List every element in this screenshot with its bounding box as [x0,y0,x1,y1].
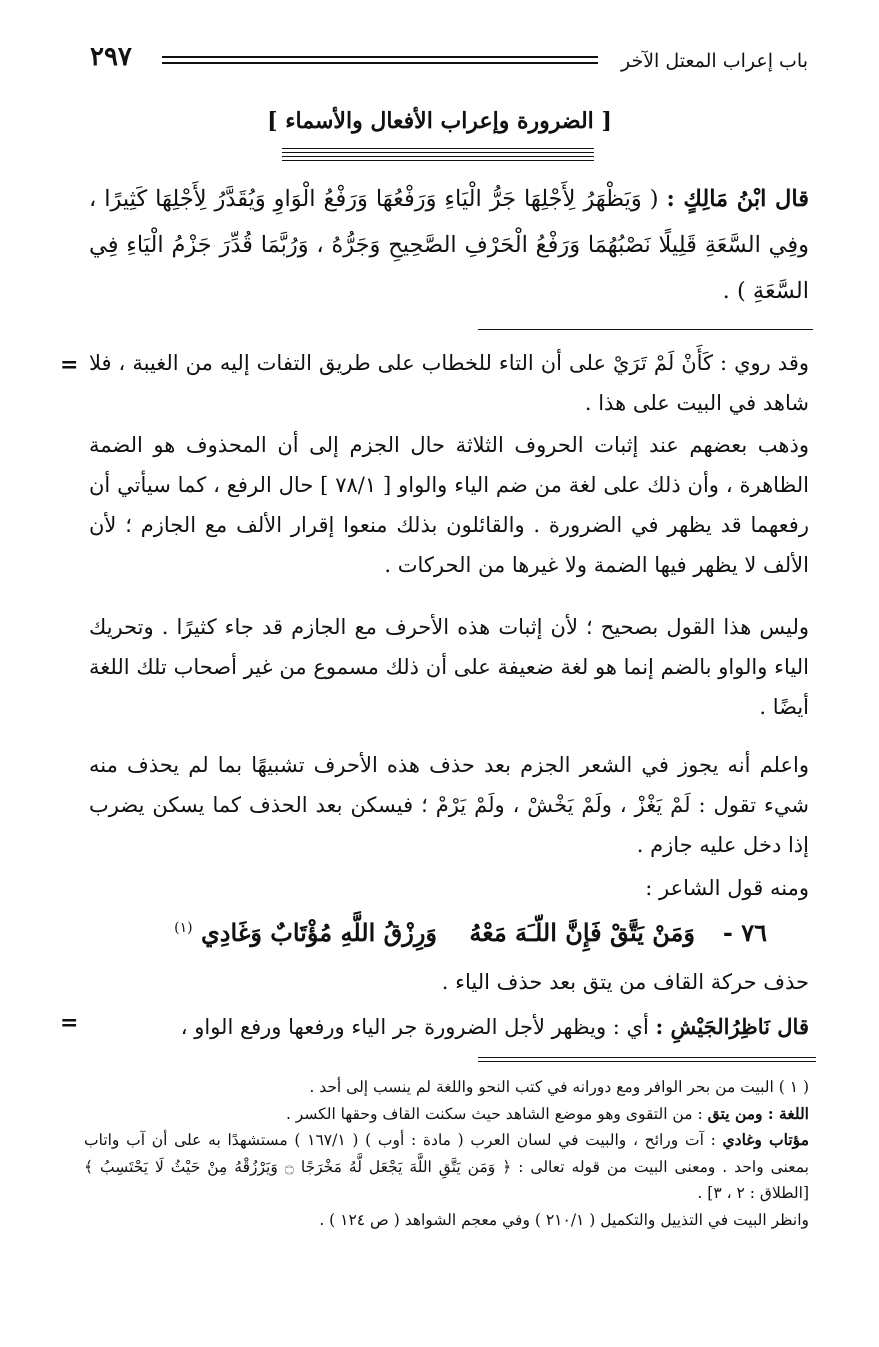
page-number: ٢٩٧ [90,42,132,72]
footnote-label: مؤتاب وغادي [722,1130,809,1149]
running-header [90,42,808,82]
footnote-text: : من التقوى وهو موضع الشاهد حيث سكنت القاف وحقها الكسر . [285,1104,703,1123]
paragraph-2: وذهب بعضهم عند إثبات الحروف الثلاثة حال الجزم إلى أن المحذوف هو الضمة الظاهرة ، وأن ذلك على لغة من ضم الياء والواو [ ٧٨/١ ] حال الرفع ، كما سيأتي أن رفعهما قد يظهر في الضرورة . والقائلون بذلك منعوا إقرار الألف مع الجازم ؛ لأن الألف لا يظهر فيها الضمة ولا غيرها من الحركات . [89,433,810,577]
verse-hemistich-2 [174,918,437,947]
footnote-line [84,1101,809,1128]
poetry-verse [87,912,767,962]
paragraph-5: ومنه قول الشاعر : [645,876,809,900]
continued-mark: = [60,352,79,378]
verse-number: ٧٦ - [722,918,767,947]
footnote-divider [478,1057,816,1065]
continuation-mark: = [60,1010,79,1036]
section-title-rules [282,148,594,164]
paragraph-3: وليس هذا القول بصحيح ؛ لأن إثبات هذه الأحرف مع الجازم قد جاء كثيرًا . وتحريك الياء والواو بالضم إنما هو لغة ضعيفة على أن ذلك مسموع من غير أصحاب تلك اللغة أيضًا . [89,615,809,719]
after-verse-note: حذف حركة القاف من يتق بعد حذف الياء . [441,970,809,994]
footnote-label: اللغة : ومن يتق [707,1103,809,1123]
section-title: [ الضرورة وإعراب الأفعال والأسماء ] [267,108,612,134]
paragraph-4: واعلم أنه يجوز في الشعر الجزم بعد حذف هذه الأحرف تشبيهًا بما لم يحذف منه شيء تقول : لَمْ يَغْزْ ، ولَمْ يَخْشْ ، ولَمْ يَرْمْ ؛ فيسكن بعد الحذف كما يسكن يضرب إذا دخل عليه جازم . [89,753,809,857]
footnote-reference: (١) [174,920,193,936]
ibn-malik-quote [89,176,809,314]
footnotes [84,1074,809,1233]
nazir-comment [89,1007,809,1047]
quote-divider [478,329,813,330]
footnote-text: : آت ورائح ، والبيت في لسان العرب ( مادة : أوب ) ( ١٦٧/١ ) مستشهدًا به على أن آب واتاب بمعنى واحد . ومعنى البيت من قوله تعالى : ﴿ وَمَن يَتَّقِ اللَّهَ يَجْعَل لَّهُ مَخْرَجًا ۝ وَيَرْزُقْهُ مِنْ حَيْثُ لَا يَحْتَسِبُ ﴾ [الطلاق : ٢ ، ٣] . [84,1131,809,1202]
verse-hemistich-1: وَمَنْ يَتَّقْ فَإِنَّ اللّـَهَ مَعْهُ [469,918,695,947]
footnote-text: وانظر البيت في التذييل والتكميل ( ٢١٠/١ ) وفي معجم الشواهد ( ص ١٢٤ ) . [319,1210,809,1229]
header-rule [162,56,598,64]
nazir-text: أي : ويظهر لأجل الضرورة جر الياء ورفعها ورفع الواو ، [180,1015,649,1039]
footnote-line [84,1127,809,1207]
chapter-title: باب إعراب المعتل الآخر [620,50,808,72]
nazir-speaker: قال نَاظِرُالجَيْشِ : [655,1014,809,1039]
footnote-line [84,1074,809,1101]
quote-speaker: قال ابْنُ مَالِكٍ : [666,186,809,212]
paragraph-1: وقد روي : كَأَنْ لَمْ تَرَيْ على أن التاء للخطاب على طريق التفات إليه من الغيبة ، فلا شاهد في البيت على هذا . [89,351,809,415]
verse-hemistich-2-text: وَرِزْقُ اللَّهِ مُؤْتَابٌ وَغَادِي [200,918,437,947]
footnote-line [84,1207,809,1234]
footnote-text: ( ١ ) البيت من بحر الوافر ومع دورانه في كتب النحو واللغة لم ينسب إلى أحد . [309,1078,809,1096]
quote-text: ( وَيَظْهَرُ لِأَجْلِهَا جَرُّ الْيَاءِ وَرَفْعُهَا وَرَفْعُ الْوَاوِ وَيُقَدَّرُ لِأَجْلِهَا كَثِيرًا ، وفِي السَّعَةِ قَلِيلًا نَصْبُهُمَا وَرَفْعُ الْحَرْفِ الصَّحِيحِ وَجَرُّهُ ، وَرُبَّمَا قُدِّرَ جَزْمُ الْيَاءِ فِي السَّعَةِ ) . [89,186,809,304]
